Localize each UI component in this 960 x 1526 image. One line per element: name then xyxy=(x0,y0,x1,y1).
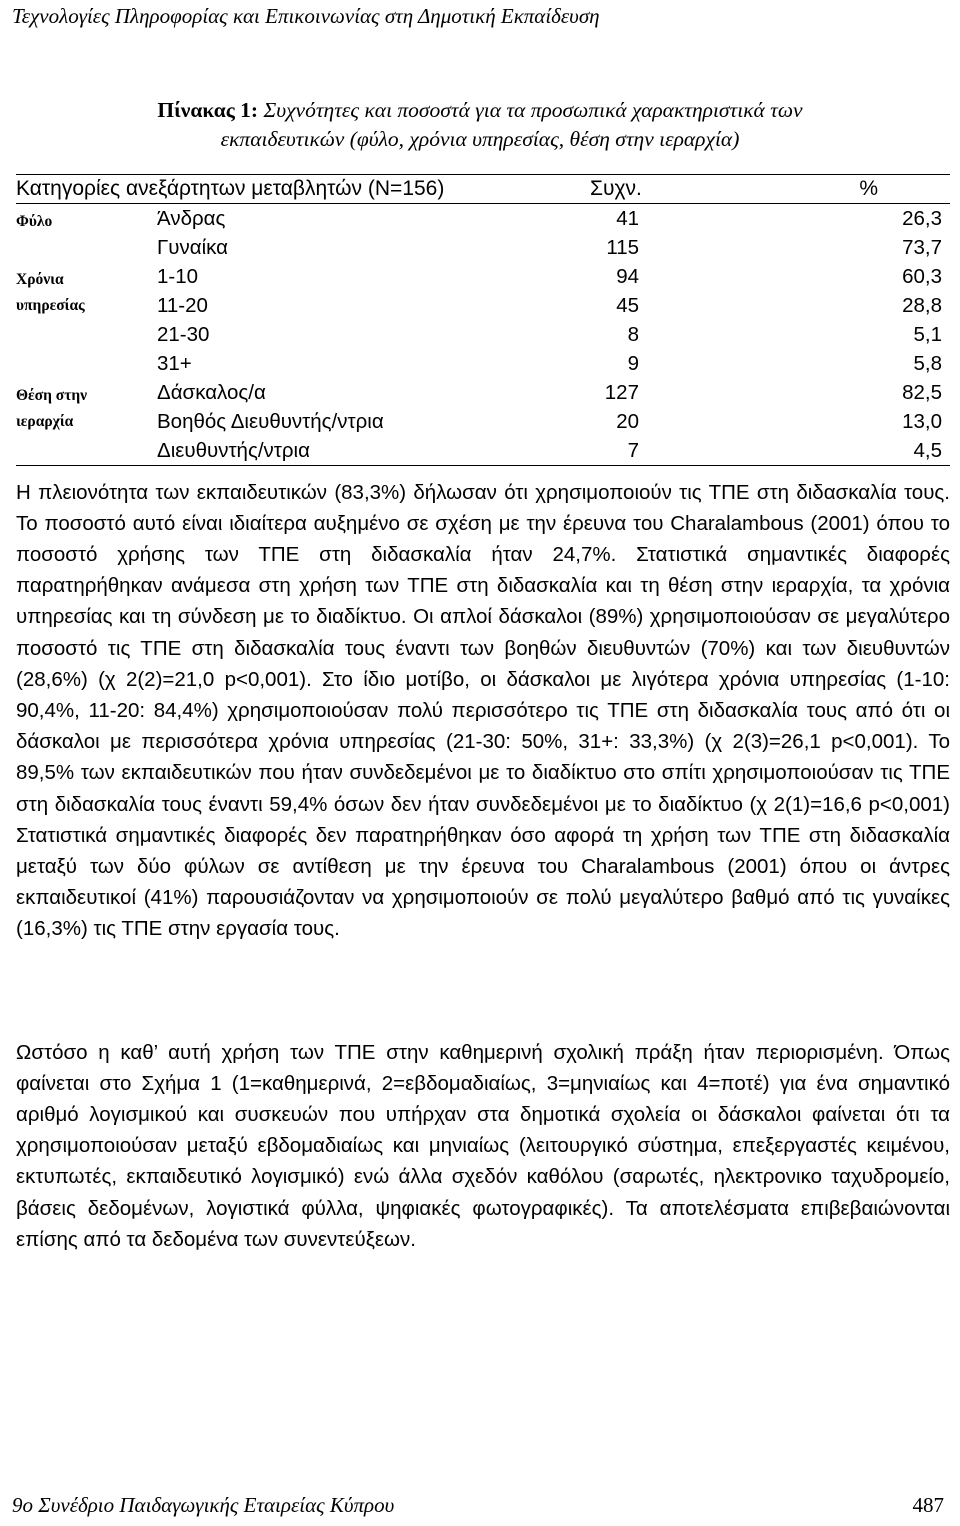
row-percent: 60,3 xyxy=(902,265,942,288)
table-header xyxy=(16,174,950,204)
row-frequency: 8 xyxy=(627,323,639,346)
row-label: 21-30 xyxy=(157,323,210,346)
row-percent: 28,8 xyxy=(902,294,942,317)
row-percent: 82,5 xyxy=(902,381,942,404)
group-label: Θέση στην ιεραρχία xyxy=(16,387,88,430)
row-frequency: 115 xyxy=(606,236,639,259)
header-category: Κατηγορίες ανεξάρτητων μεταβλητών (N=156) xyxy=(16,177,445,200)
group-label: Χρόνια υπηρεσίας xyxy=(16,271,85,314)
running-header: Τεχνολογίες Πληροφορίας και Επικοινωνίας στη Δημοτική Εκπαίδευση xyxy=(12,4,600,28)
body-paragraph-2: Ωστόσο η καθ’ αυτή χρήση των ΤΠΕ στην καθημερινή σχολική πράξη ήταν περιορισμένη. Όπως φαίνεται στο Σχήμα 1 (1=καθημερινά, 2=εβδομαδιαίως, 3=μηνιαίως και 4=ποτέ) για ένα σημαντικό αριθμό λογισμικού και συσκευών που υπήρχαν στα δημοτικά σχολεία οι δάσκαλοι φαίνεται ότι τα χρησιμοποιούσαν μεταξύ εβδομαδιαίως και μηνιαίως (λειτουργικό σύστημα, επεξεργαστές κειμένου, εκτυπωτές, εκπαιδευτικό λογισμικό) ενώ άλλα σχεδόν καθόλου (σαρωτές, ηλεκτρονικο ταχυδρομείο, βάσεις δεδομένων, λογιστικά φύλλα, ψηφιακές φωτογραφικές). Τα αποτελέσματα επιβεβαιώνονται επίσης από τα δεδομένα των συνεντεύξεων. xyxy=(16,1040,950,1251)
table-row xyxy=(16,233,950,262)
row-label: 11-20 xyxy=(157,294,208,317)
table-row xyxy=(16,204,950,233)
row-percent: 73,7 xyxy=(902,236,942,259)
table-caption xyxy=(0,96,960,154)
table-row xyxy=(16,291,950,320)
row-label: Διευθυντής/ντρια xyxy=(157,439,310,462)
table-body xyxy=(16,204,950,466)
caption-line-1: Συχνότητες και ποσοστά για τα προσωπικά χαρακτηριστικά των xyxy=(263,98,803,122)
row-percent: 26,3 xyxy=(902,207,942,230)
row-label: Γυναίκα xyxy=(157,236,229,259)
row-frequency: 45 xyxy=(616,294,639,317)
frequency-table xyxy=(16,174,950,466)
header-frequency: Συχν. xyxy=(590,177,642,200)
table-row xyxy=(16,349,950,378)
table-row xyxy=(16,436,950,465)
page-number: 487 xyxy=(912,1493,944,1517)
row-label: Βοηθός Διευθυντής/ντρια xyxy=(157,410,384,433)
group-label: Φύλο xyxy=(16,213,53,230)
caption-label: Πίνακας 1: xyxy=(157,98,259,122)
row-percent: 5,1 xyxy=(913,323,942,346)
header-percent: % xyxy=(859,177,878,200)
table-row xyxy=(16,320,950,349)
row-label: 31+ xyxy=(157,352,192,375)
row-percent: 13,0 xyxy=(902,410,942,433)
running-footer: 9ο Συνέδριο Παιδαγωγικής Εταιρείας Κύπρου xyxy=(12,1493,395,1517)
row-label: 1-10 xyxy=(157,265,199,288)
row-percent: 4,5 xyxy=(913,439,942,462)
row-frequency: 9 xyxy=(627,352,639,375)
row-frequency: 20 xyxy=(616,410,639,433)
row-frequency: 94 xyxy=(616,265,639,288)
row-frequency: 7 xyxy=(627,439,639,462)
row-label: Δάσκαλος/α xyxy=(157,381,266,404)
body-paragraph-1: Η πλειονότητα των εκπαιδευτικών (83,3%) δήλωσαν ότι χρησιμοποιούν τις ΤΠΕ στη διδασκαλία τους. Το ποσοστό αυτό είναι ιδιαίτερα αυξημένο σε σχέση με την έρευνα του Charalambous (2001) όπου το ποσοστό χρήσης των ΤΠΕ στη διδασκαλία ήταν 24,7%. Στατιστικά σημαντικές διαφορές παρατηρήθηκαν ανάμεσα στη χρήση των ΤΠΕ στη διδασκαλία και τη θέση στην ιεραρχία, τα χρόνια υπηρεσίας και τη σύνδεση με το διαδίκτυο. Οι απλοί δάσκαλοι (89%) χρησιμοποιούσαν σε μεγαλύτερο ποσοστό τις ΤΠΕ στη διδασκαλία τους έναντι των βοηθών διευθυντών (70%) και των διευθυντών (28,6%) (χ 2(2)=21,0 p<0,001). Στο ίδιο μοτίβο, οι δάσκαλοι με λιγότερα χρόνια υπηρεσίας (1-10: 90,4%, 11-20: 84,4%) χρησιμοποιούσαν πολύ περισσότερο τις ΤΠΕ στη διδασκαλία τους από ότι οι δάσκαλοι με περισσότερα χρόνια υπηρεσίας (21-30: 50%, 31+: 33,3%) (χ 2(3)=26,1 p<0,001). Το 89,5% των εκπαιδευτικών που ήταν συνδεδεμένοι με το διαδίκτυο στο σπίτι χρησιμοποιούσαν τις ΤΠΕ στη διδασκαλία τους έναντι 59,4% όσων δεν ήταν συνδεδεμένοι με το διαδίκτυο (χ 2(1)=16,6 p<0,001) Στατιστικά σημαντικές διαφορές δεν παρατηρήθηκαν όσο αφορά τη χρήση των ΤΠΕ στη διδασκαλία μεταξύ των δύο φύλων σε αντίθεση με την έρευνα του Charalambous (2001) όπου οι άντρες εκπαιδευτικοί (41%) παρουσιάζονταν να χρησιμοποιούν σε πολύ μεγαλύτερο βαθμό από τις γυναίκες (16,3%) τις ΤΠΕ στην εργασία τους. xyxy=(16,480,950,941)
table-row xyxy=(16,407,950,436)
row-frequency: 41 xyxy=(616,207,639,230)
row-frequency: 127 xyxy=(604,381,639,404)
caption-line-2: εκπαιδευτικών (φύλο, χρόνια υπηρεσίας, θέση στην ιεραρχία) xyxy=(220,127,740,151)
row-percent: 5,8 xyxy=(913,352,942,375)
row-label: Άνδρας xyxy=(157,207,226,230)
